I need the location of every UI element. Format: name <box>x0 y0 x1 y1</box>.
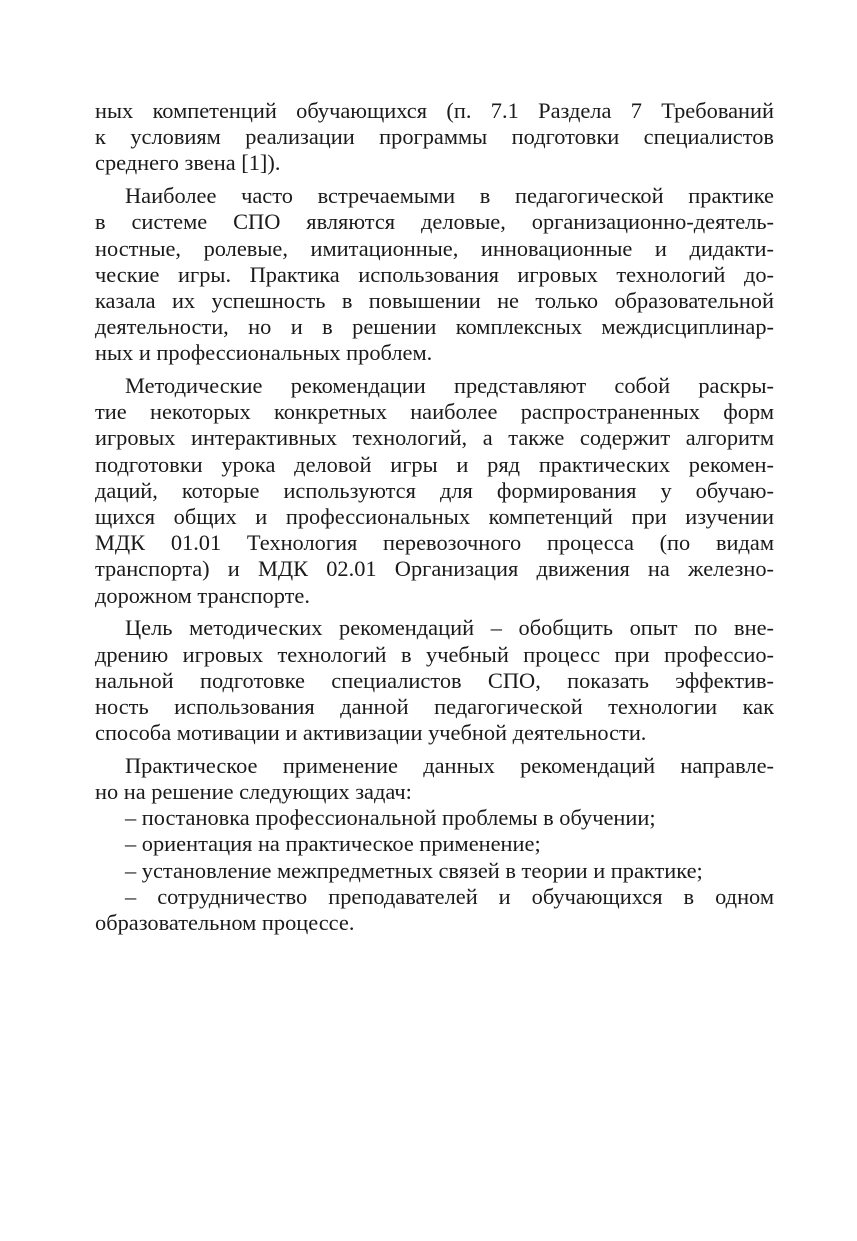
text-line: среднего звена [1]). <box>95 150 281 176</box>
text-line: Наиболее часто встречаемыми в педагогической практике <box>125 183 774 209</box>
text-line: МДК 01.01 Технология перевозочного процесса (по видам <box>95 530 774 556</box>
text-line: подготовки урока деловой игры и ряд практических рекомен- <box>95 451 774 477</box>
text-line: ных компетенций обучающихся (п. 7.1 Раздела 7 Требований <box>95 98 774 123</box>
text-line: щихся общих и профессиональных компетенций при изучении <box>95 504 774 530</box>
paragraph-1 <box>95 98 774 177</box>
text-line: деятельности, но и в решении комплексных междисциплинар- <box>95 314 774 340</box>
text-line: казала их успешность в повышении не только образовательной <box>95 287 774 313</box>
text-line: способа мотивации и активизации учебной деятельности. <box>95 720 647 746</box>
paragraph-5 <box>95 753 774 805</box>
list-item: – сотрудничество преподавателей и обучающихся в одном <box>125 883 774 909</box>
paragraph-2 <box>95 183 774 366</box>
list-item: – установление межпредметных связей в теории и практике; <box>125 857 703 883</box>
document-page <box>95 98 774 936</box>
text-line: ностные, ролевые, имитационные, инновационные и дидакти- <box>95 235 774 261</box>
text-line: в системе СПО являются деловые, организационно-деятель- <box>95 209 774 235</box>
list-item: – постановка профессиональной проблемы в обучении; <box>125 805 656 831</box>
paragraph-4 <box>95 615 774 746</box>
text-line: но на решение следующих задач: <box>95 779 412 805</box>
text-line: Цель методических рекомендаций – обобщить опыт по вне- <box>125 615 774 641</box>
list-item: – ориентация на практическое применение; <box>125 831 541 857</box>
text-line: ческие игры. Практика использования игровых технологий до- <box>95 261 774 287</box>
text-line: Практическое применение данных рекомендаций направле- <box>125 752 774 778</box>
text-line: даций, которые используются для формирования у обучаю- <box>95 477 774 503</box>
text-line: нальной подготовке специалистов СПО, показать эффектив- <box>95 667 774 693</box>
text-line: образовательном процессе. <box>95 910 355 936</box>
task-list <box>95 805 774 936</box>
paragraph-3 <box>95 373 774 609</box>
text-line: ность использования данной педагогической технологии как <box>95 693 774 719</box>
text-line: к условиям реализации программы подготовки специалистов <box>95 124 774 150</box>
text-line: ных и профессиональных проблем. <box>95 340 433 366</box>
text-line: игровых интерактивных технологий, а также содержит алгоритм <box>95 425 774 451</box>
text-line: Методические рекомендации представляют собой раскры- <box>125 373 774 399</box>
text-line: тие некоторых конкретных наиболее распространенных форм <box>95 399 774 425</box>
text-line: транспорта) и МДК 02.01 Организация движения на железно- <box>95 556 774 582</box>
text-line: дорожном транспорте. <box>95 582 310 608</box>
text-line: дрению игровых технологий в учебный процесс при профессио- <box>95 641 774 667</box>
